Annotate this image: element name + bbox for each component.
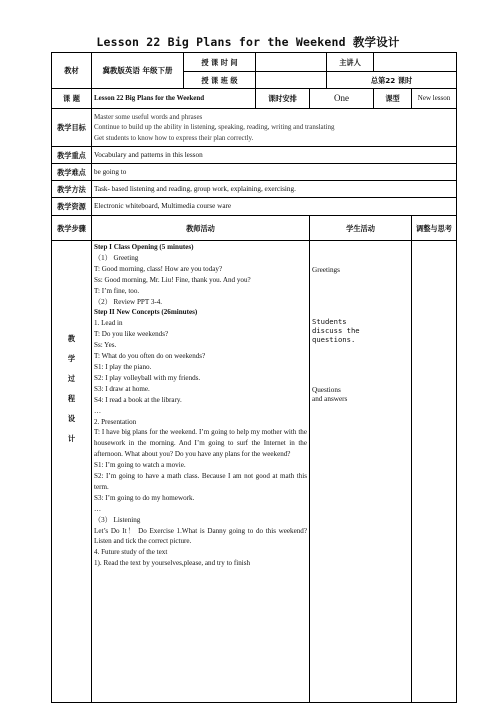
time-label: 授 课 时 间 bbox=[184, 53, 256, 72]
goals-row bbox=[52, 109, 457, 147]
process-label-char: 过 bbox=[67, 374, 76, 383]
schedule-value: One bbox=[310, 89, 374, 109]
key-points-label: 教学重点 bbox=[52, 147, 92, 164]
class-label: 授 课 班 级 bbox=[184, 72, 256, 89]
student-activity-item: and answers bbox=[312, 395, 348, 403]
student-activity-item: Students bbox=[312, 317, 347, 326]
class-value bbox=[256, 72, 327, 89]
activity-line: S1: I play the piano. bbox=[94, 362, 152, 371]
student-activity-header: 学生活动 bbox=[310, 216, 412, 241]
student-activity-item: discuss the bbox=[312, 326, 360, 335]
methods-row bbox=[52, 181, 457, 198]
time-value bbox=[256, 53, 327, 72]
activity-line: （3） Listening bbox=[94, 515, 141, 524]
process-label-char: 设 bbox=[67, 414, 76, 423]
activity-line: 1. Lead in bbox=[94, 319, 123, 328]
process-label-char: 学 bbox=[67, 354, 76, 363]
activity-paragraph: Let’s Do It！ Do Exercise 1.What is Danny going to do this weekend? Listen and tick the correct picture. bbox=[94, 526, 307, 546]
activity-paragraph: S2: I’m going to have a math class. Because I am not good at math this term. bbox=[94, 472, 307, 491]
activity-line: Ss: Yes. bbox=[94, 341, 117, 350]
activity-line: S1: I’m going to watch a movie. bbox=[94, 461, 186, 470]
activity-line: S4: I read a book at the library. bbox=[94, 395, 182, 404]
goals-label: 教学目标 bbox=[52, 109, 92, 147]
speaker-value bbox=[374, 53, 457, 72]
step-heading: Step II New Concepts (26minutes) bbox=[94, 308, 198, 317]
student-activity-item: Greetings bbox=[312, 266, 340, 274]
process-label-char: 程 bbox=[67, 394, 76, 403]
process-row bbox=[52, 241, 457, 703]
activity-line: 2. Presentation bbox=[94, 417, 137, 426]
activity-line: 4. Future study of the text bbox=[94, 548, 168, 557]
student-activity bbox=[310, 241, 412, 703]
resources-label: 教学资源 bbox=[52, 198, 92, 216]
activity-line: （2） Review PPT 3-4. bbox=[94, 297, 163, 306]
period-label: 总第22 课时 bbox=[327, 72, 457, 89]
activity-line: （1） Greeting bbox=[94, 253, 139, 262]
topic-row bbox=[52, 89, 457, 109]
lesson-plan-table bbox=[51, 52, 457, 703]
activity-line: T: What do you often do on weekends? bbox=[94, 352, 206, 361]
steps-header-row bbox=[52, 216, 457, 241]
student-activity-item: Questions bbox=[312, 386, 341, 394]
activity-line: T: Do you like weekends? bbox=[94, 330, 169, 339]
process-label-char: 计 bbox=[67, 434, 76, 443]
material-label: 教材 bbox=[52, 53, 92, 89]
speaker-label: 主讲人 bbox=[327, 53, 374, 72]
activity-line: T: Good morning, class! How are you today? bbox=[94, 264, 223, 273]
difficult-points-row bbox=[52, 164, 457, 181]
activity-line: 1). Read the text by yourselves,please, and try to finish bbox=[94, 559, 251, 568]
methods-value: Task- based listening and reading, group work, explaining, exercising. bbox=[92, 181, 457, 198]
process-label bbox=[52, 241, 92, 703]
activity-line: S3: I draw at home. bbox=[94, 384, 150, 393]
teacher-activity-header: 教师活动 bbox=[92, 216, 310, 241]
activity-line: … bbox=[94, 406, 102, 415]
difficult-points-value: be going to bbox=[92, 164, 457, 181]
activity-line: S2: I play volleyball with my friends. bbox=[94, 373, 201, 382]
activity-line: T: I’m fine, too. bbox=[94, 286, 140, 295]
resources-value: Electronic whiteboard, Multimedia course ware bbox=[92, 198, 457, 216]
page-title: Lesson 22 Big Plans for the Weekend 教学设计 bbox=[96, 35, 400, 49]
key-points-row bbox=[52, 147, 457, 164]
resources-row bbox=[52, 198, 457, 216]
header-row-1 bbox=[52, 53, 457, 72]
steps-header: 教学步骤 bbox=[52, 216, 92, 241]
teacher-activity bbox=[92, 241, 310, 703]
type-label: 课型 bbox=[374, 89, 412, 109]
adjust-notes bbox=[412, 241, 457, 703]
type-value: New lesson bbox=[412, 89, 457, 109]
goal-line: Continue to build up the ability in listening, speaking, reading, writing and translating bbox=[94, 123, 335, 132]
goal-line: Master some useful words and phrases bbox=[94, 112, 203, 121]
activity-paragraph: T: I have big plans for the weekend. I’m going to help my mother with the housework in the morning. And I’m going to surf the Internet in the afternoon. What about you? Do you have any plans for the weekend? bbox=[94, 428, 307, 459]
step-heading: Step I Class Opening (5 minutes) bbox=[94, 243, 194, 251]
topic-label: 课 题 bbox=[52, 89, 92, 109]
adjust-header: 调整与思考 bbox=[412, 216, 457, 241]
key-points-value: Vocabulary and patterns in this lesson bbox=[92, 147, 457, 164]
process-label-char: 教 bbox=[67, 334, 76, 343]
activity-line: … bbox=[94, 504, 102, 513]
material-value: 冀教版英语 年级下册 bbox=[92, 53, 184, 89]
activity-line: Ss: Good morning, Mr. Liu! Fine, thank you. And you? bbox=[94, 275, 251, 284]
topic-value: Lesson 22 Big Plans for the Weekend bbox=[92, 89, 256, 109]
difficult-points-label: 教学难点 bbox=[52, 164, 92, 181]
schedule-label: 课时安排 bbox=[256, 89, 310, 109]
goal-line: Get students to know how to express their plan correctly. bbox=[94, 133, 254, 142]
methods-label: 教学方法 bbox=[52, 181, 92, 198]
goals-content bbox=[92, 109, 457, 147]
student-activity-item: questions. bbox=[312, 335, 356, 344]
activity-line: S3: I’m going to do my homework. bbox=[94, 493, 195, 502]
